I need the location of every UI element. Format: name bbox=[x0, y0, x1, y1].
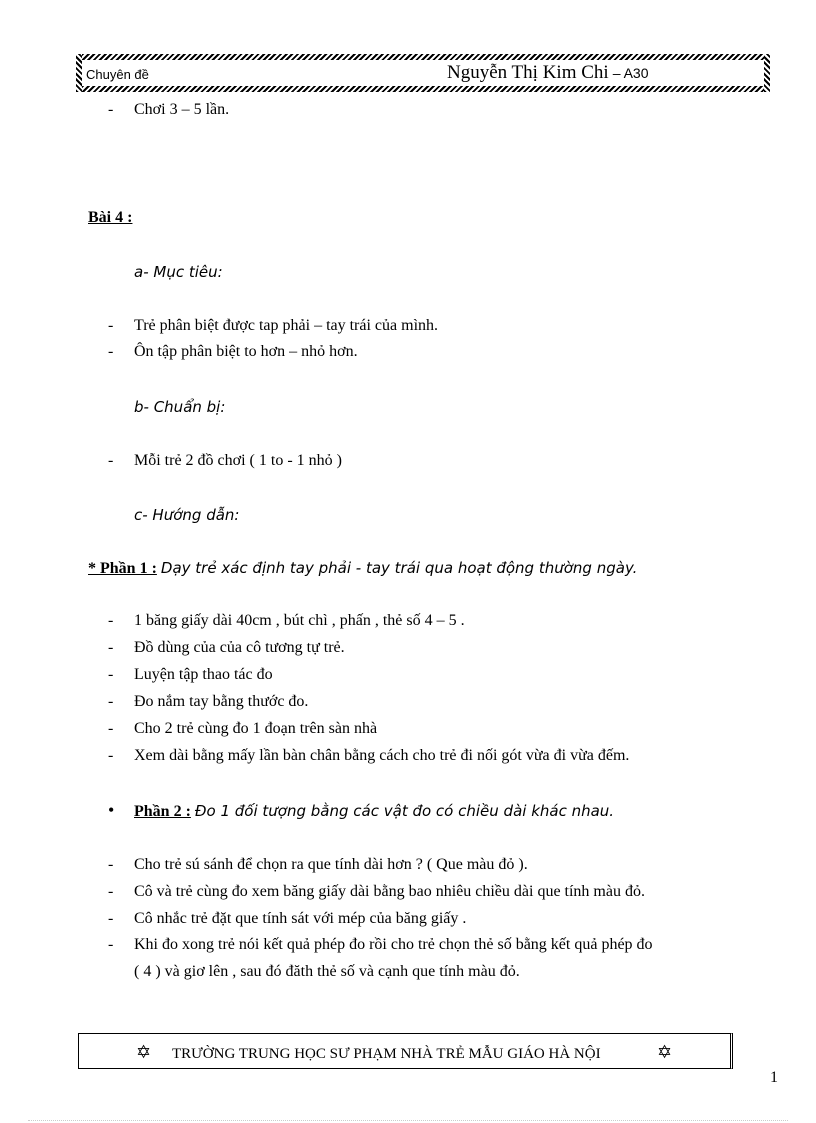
bullet-dash: - bbox=[108, 856, 114, 873]
part1-text: Dạy trẻ xác định tay phải - tay trái qua hoạt động thường ngày. bbox=[160, 559, 638, 577]
header-border bbox=[76, 54, 770, 92]
bullet-dash: - bbox=[108, 936, 114, 953]
section-preparation: b- Chuẩn bị: bbox=[134, 398, 226, 416]
list-item: Khi đo xong trẻ nói kết quả phép đo rồi cho trẻ chọn thẻ số bằng kết quả phép đo bbox=[134, 936, 653, 953]
list-item: Đo nắm tay bằng thước đo. bbox=[134, 693, 309, 710]
bullet-dash: - bbox=[108, 910, 114, 927]
bullet-dash: - bbox=[108, 343, 114, 360]
list-item: 1 băng giấy dài 40cm , bút chì , phấn , thẻ số 4 – 5 . bbox=[134, 612, 465, 629]
list-item: Mỗi trẻ 2 đồ chơi ( 1 to - 1 nhỏ ) bbox=[134, 452, 342, 469]
part1-label: * Phần 1 : bbox=[88, 560, 157, 577]
header-topic: Chuyên đề bbox=[86, 67, 149, 82]
page-bottom-rule bbox=[28, 1120, 788, 1121]
bullet-dash: - bbox=[108, 720, 114, 737]
list-item-continuation: ( 4 ) và giơ lên , sau đó đăth thẻ số và cạnh que tính màu đỏ. bbox=[134, 963, 520, 980]
bullet-dash: - bbox=[108, 693, 114, 710]
list-item: Luyện tập thao tác đo bbox=[134, 666, 273, 683]
bullet-dash: - bbox=[108, 452, 114, 469]
bullet-dash: - bbox=[108, 666, 114, 683]
bullet-dash: - bbox=[108, 883, 114, 900]
part2-label: Phần 2 : bbox=[134, 803, 191, 820]
list-item: Ôn tập phân biệt to hơn – nhỏ hơn. bbox=[134, 343, 358, 360]
bullet-dash: - bbox=[108, 747, 114, 764]
list-item: Xem dài bằng mấy lần bàn chân bằng cách cho trẻ đi nối gót vừa đi vừa đếm. bbox=[134, 747, 630, 764]
page-number: 1 bbox=[770, 1069, 778, 1086]
list-item: Cô và trẻ cùng đo xem băng giấy dài bằng bao nhiêu chiều dài que tính màu đỏ. bbox=[134, 883, 645, 900]
part2-heading bbox=[134, 802, 614, 821]
bullet-dash: - bbox=[108, 639, 114, 656]
part2-text: Đo 1 đối tượng bằng các vật đo có chiều dài khác nhau. bbox=[194, 802, 615, 820]
author-name: Nguyễn Thị Kim Chi bbox=[447, 62, 609, 83]
part1-heading bbox=[88, 559, 637, 578]
lesson-heading: Bài 4 : bbox=[88, 209, 133, 226]
author-code: – A30 bbox=[612, 65, 649, 81]
list-item: Đồ dùng của của cô tương tự trẻ. bbox=[134, 639, 345, 656]
footer-school-name: TRƯỜNG TRUNG HỌC SƯ PHẠM NHÀ TRẺ MẪU GIÁO HÀ NỘI bbox=[172, 1046, 601, 1062]
star-icon: ✡ bbox=[657, 1042, 673, 1062]
list-item: Trẻ phân biệt được tap phải – tay trái của mình. bbox=[134, 317, 439, 334]
section-objective: a- Mục tiêu: bbox=[134, 263, 223, 281]
section-guide: c- Hướng dẫn: bbox=[134, 506, 240, 524]
header-author bbox=[447, 62, 649, 84]
bullet-dot: • bbox=[108, 800, 115, 820]
bullet-dash: - bbox=[108, 101, 114, 118]
list-item: Chơi 3 – 5 lần. bbox=[134, 101, 230, 118]
bullet-dash: - bbox=[108, 317, 114, 334]
list-item: Cho 2 trẻ cùng đo 1 đoạn trên sàn nhà bbox=[134, 720, 378, 737]
list-item: Cho trẻ sú sánh để chọn ra que tính dài hơn ? ( Que màu đỏ ). bbox=[134, 856, 528, 873]
star-icon: ✡ bbox=[136, 1042, 152, 1062]
list-item: Cô nhắc trẻ đặt que tính sát với mép của băng giấy . bbox=[134, 910, 467, 927]
bullet-dash: - bbox=[108, 612, 114, 629]
